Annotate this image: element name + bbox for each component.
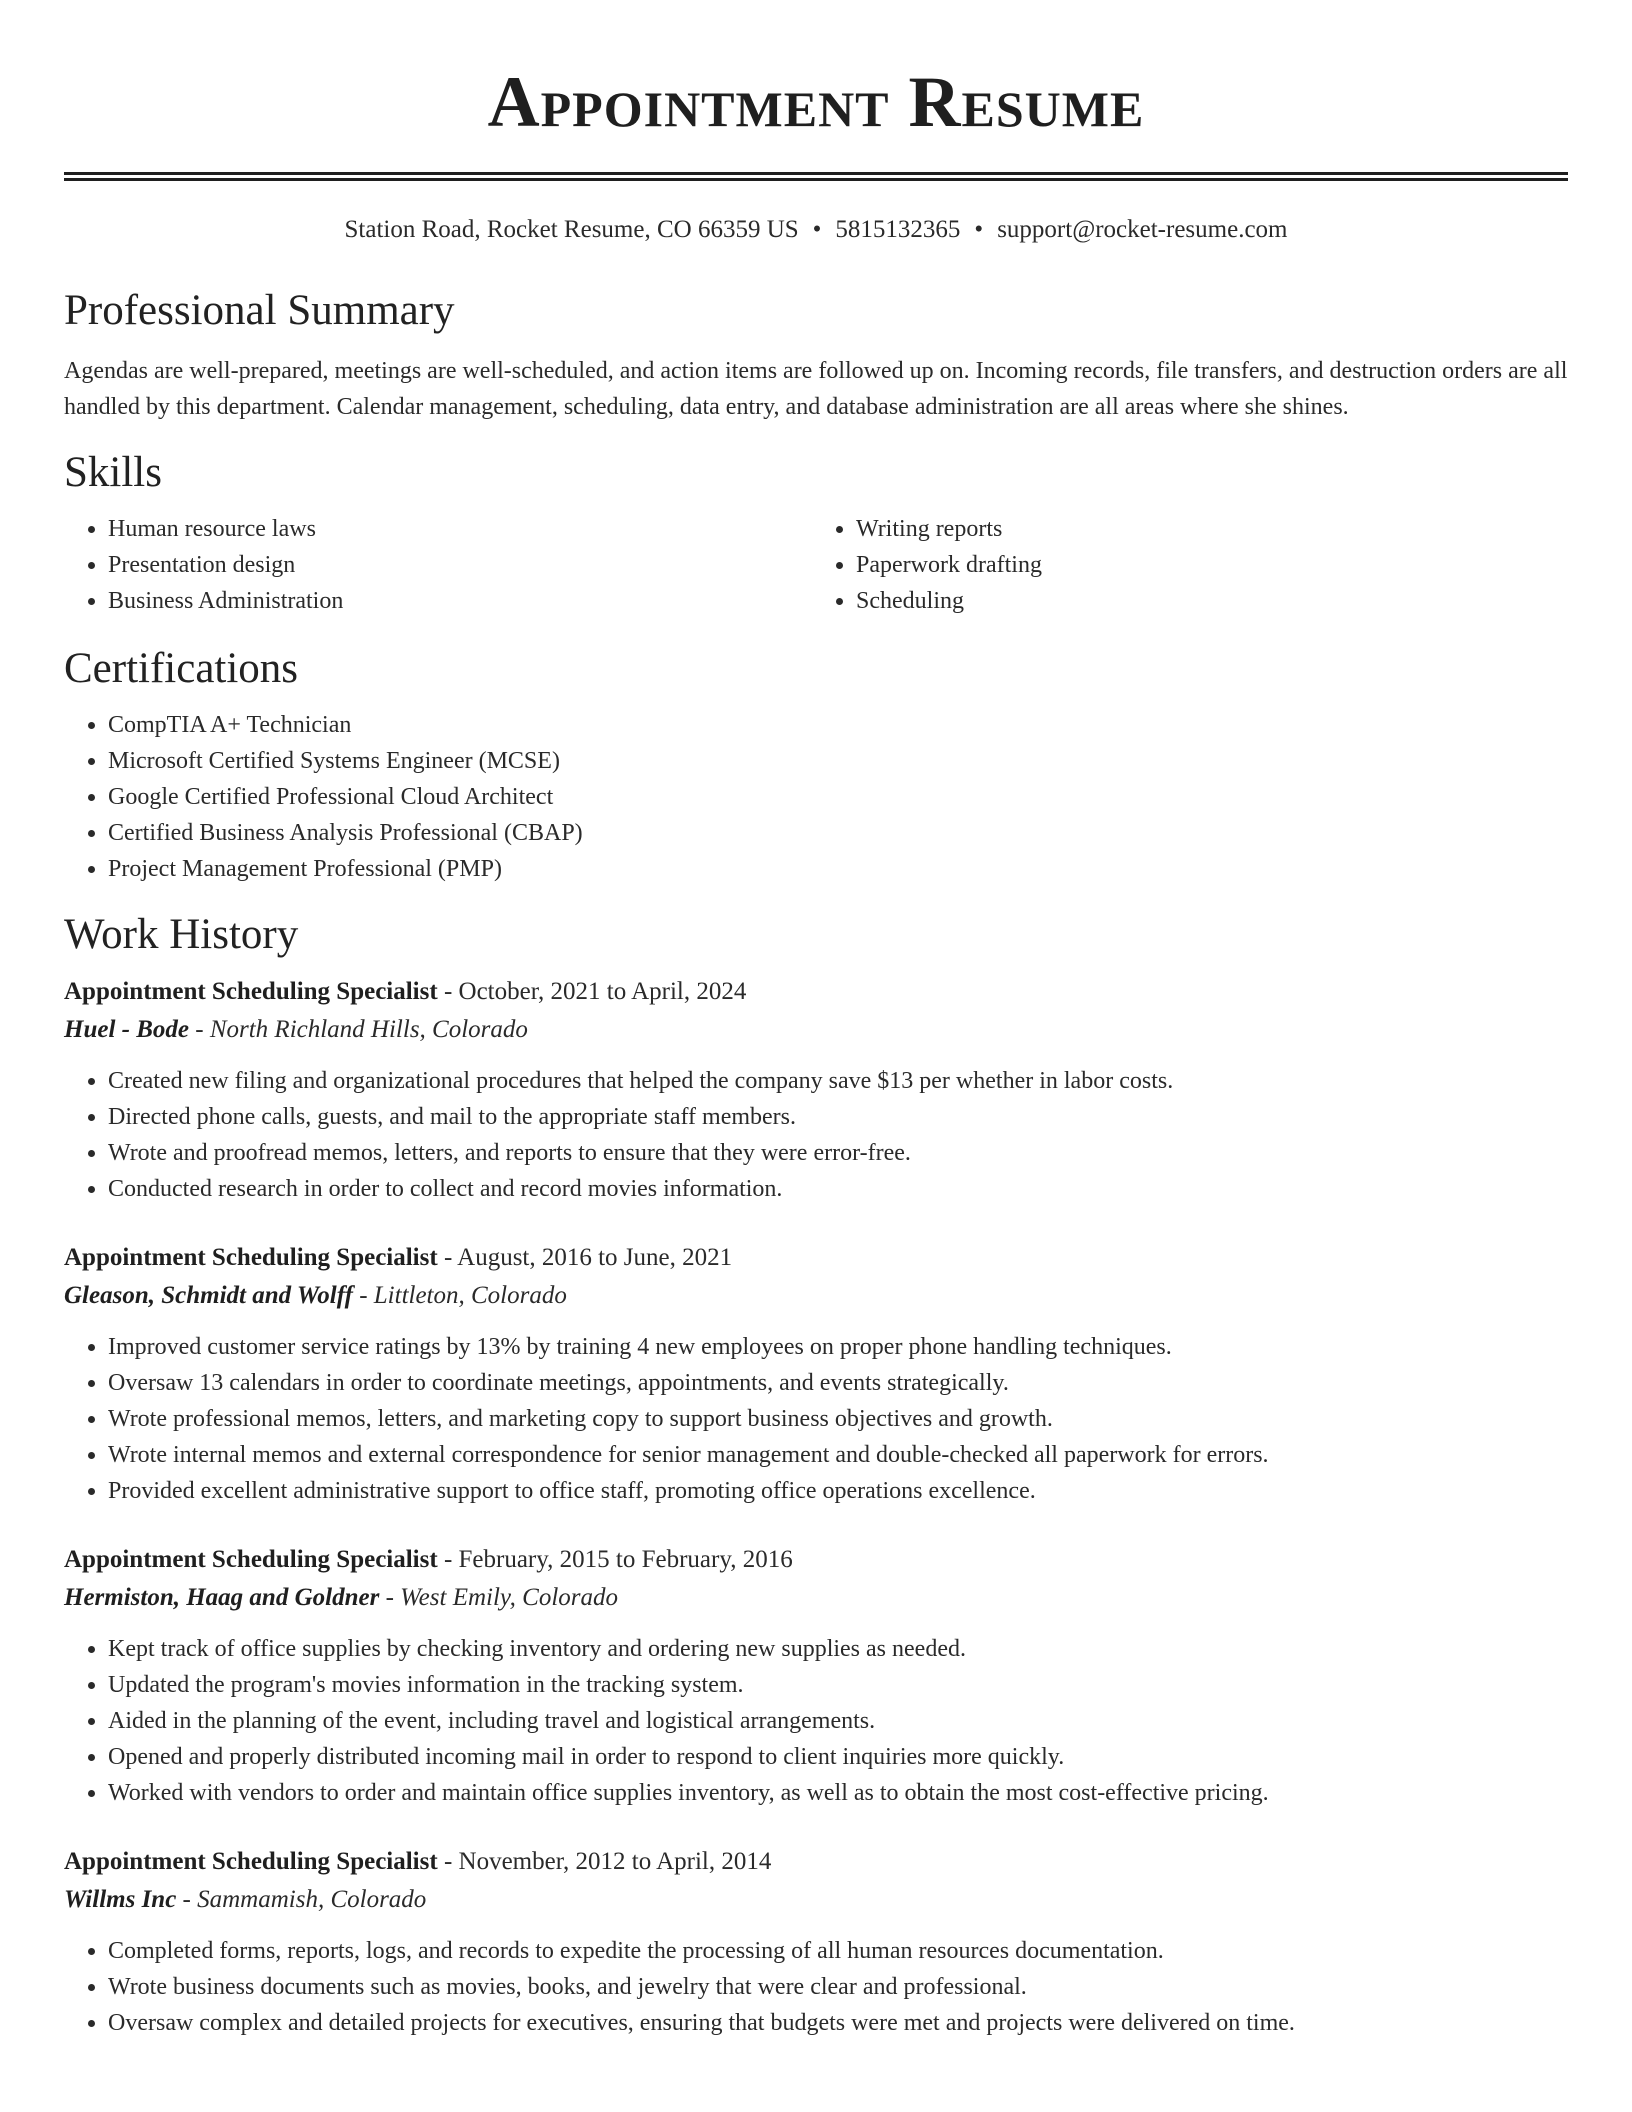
job-company-line bbox=[64, 1881, 1568, 1919]
contact-line bbox=[64, 213, 1568, 247]
certification-item: • CompTIA A+ Technician bbox=[108, 707, 1568, 743]
contact-separator: • bbox=[974, 216, 984, 243]
job-bullet: • Kept track of office supplies by checking inventory and ordering new supplies as needed. bbox=[108, 1631, 1568, 1667]
job-bullets bbox=[64, 1063, 1568, 1207]
job-title: Appointment Scheduling Specialist bbox=[64, 1244, 438, 1271]
job-title: Appointment Scheduling Specialist bbox=[64, 1546, 438, 1573]
job-location: - West Emily, Colorado bbox=[379, 1584, 618, 1611]
job-bullet: • Oversaw 13 calendars in order to coordinate meetings, appointments, and events strategically. bbox=[108, 1365, 1568, 1401]
skill-item: • Human resource laws bbox=[108, 511, 816, 547]
job-bullet: • Aided in the planning of the event, including travel and logistical arrangements. bbox=[108, 1703, 1568, 1739]
certification-item: • Google Certified Professional Cloud Architect bbox=[108, 779, 1568, 815]
summary-text: Agendas are well-prepared, meetings are well-scheduled, and action items are followed up on. Incoming records, file transfers, and destruction orders are all handled by this department. Calendar management, scheduling, data entry, and database administration are all areas where she shines. bbox=[64, 358, 1568, 420]
job-bullet: • Worked with vendors to order and maintain office supplies inventory, as well as to obtain the most cost-effective pricing. bbox=[108, 1775, 1568, 1811]
skills-column-left bbox=[64, 511, 816, 619]
job-bullet: • Opened and properly distributed incoming mail in order to respond to client inquiries more quickly. bbox=[108, 1739, 1568, 1775]
contact-email: support@rocket-resume.com bbox=[997, 216, 1288, 243]
job-company: Willms Inc bbox=[64, 1886, 177, 1913]
job-bullet: • Oversaw complex and detailed projects for executives, ensuring that budgets were met and projects were delivered on time. bbox=[108, 2005, 1568, 2041]
job-company-line bbox=[64, 1579, 1568, 1617]
job-bullet: • Directed phone calls, guests, and mail to the appropriate staff members. bbox=[108, 1099, 1568, 1135]
job-bullets bbox=[64, 1329, 1568, 1509]
job-bullets bbox=[64, 1933, 1568, 2041]
job-title-line bbox=[64, 1541, 1568, 1579]
contact-address: Station Road, Rocket Resume, CO 66359 US bbox=[344, 216, 799, 243]
certification-item: • Microsoft Certified Systems Engineer (MCSE) bbox=[108, 743, 1568, 779]
certifications-list bbox=[64, 707, 1568, 887]
contact-separator: • bbox=[812, 216, 822, 243]
skills-column-right bbox=[816, 511, 1568, 619]
job-bullet: • Updated the program's movies information in the tracking system. bbox=[108, 1667, 1568, 1703]
job-entry bbox=[64, 1541, 1568, 1811]
job-title: Appointment Scheduling Specialist bbox=[64, 1848, 438, 1875]
job-entry bbox=[64, 1843, 1568, 2041]
summary-heading: Professional Summary bbox=[64, 287, 455, 334]
certifications-heading: Certifications bbox=[64, 645, 299, 692]
job-location: - North Richland Hills, Colorado bbox=[189, 1016, 528, 1043]
job-title-line bbox=[64, 973, 1568, 1011]
job-title-line bbox=[64, 1239, 1568, 1277]
skills-list bbox=[64, 511, 1568, 619]
contact-phone: 5815132365 bbox=[835, 216, 961, 243]
job-dates: - November, 2012 to April, 2014 bbox=[437, 1848, 772, 1875]
skill-item: • Scheduling bbox=[856, 583, 1568, 619]
job-entry bbox=[64, 973, 1568, 1207]
job-dates: - August, 2016 to June, 2021 bbox=[437, 1244, 733, 1271]
job-company: Gleason, Schmidt and Wolff bbox=[64, 1282, 353, 1309]
skill-item: • Business Administration bbox=[108, 583, 816, 619]
job-bullet: • Wrote business documents such as movies, books, and jewelry that were clear and professional. bbox=[108, 1969, 1568, 2005]
job-title-line bbox=[64, 1843, 1568, 1881]
job-company: Hermiston, Haag and Goldner bbox=[64, 1584, 380, 1611]
job-bullet: • Wrote professional memos, letters, and marketing copy to support business objectives and growth. bbox=[108, 1401, 1568, 1437]
skill-item: • Writing reports bbox=[856, 511, 1568, 547]
job-bullets bbox=[64, 1631, 1568, 1811]
job-title: Appointment Scheduling Specialist bbox=[64, 978, 438, 1005]
work-history-heading: Work History bbox=[64, 911, 299, 958]
job-company-line bbox=[64, 1011, 1568, 1049]
job-bullet: • Completed forms, reports, logs, and records to expedite the processing of all human resources documentation. bbox=[108, 1933, 1568, 1969]
skill-item: • Presentation design bbox=[108, 547, 816, 583]
job-company-line bbox=[64, 1277, 1568, 1315]
job-bullet: • Wrote and proofread memos, letters, and reports to ensure that they were error-free. bbox=[108, 1135, 1568, 1171]
job-bullet: • Provided excellent administrative support to office staff, promoting office operations excellence. bbox=[108, 1473, 1568, 1509]
job-dates: - October, 2021 to April, 2024 bbox=[437, 978, 747, 1005]
skills-heading: Skills bbox=[64, 449, 162, 496]
job-company: Huel - Bode bbox=[64, 1016, 189, 1043]
title-divider bbox=[64, 172, 1568, 181]
certification-item: • Project Management Professional (PMP) bbox=[108, 851, 1568, 887]
job-bullet: • Wrote internal memos and external correspondence for senior management and double-checked all paperwork for errors. bbox=[108, 1437, 1568, 1473]
page-title: Appointment Resume bbox=[487, 62, 1145, 142]
job-location: - Littleton, Colorado bbox=[352, 1282, 567, 1309]
job-bullet: • Conducted research in order to collect and record movies information. bbox=[108, 1171, 1568, 1207]
job-bullet: • Improved customer service ratings by 13% by training 4 new employees on proper phone handling techniques. bbox=[108, 1329, 1568, 1365]
job-dates: - February, 2015 to February, 2016 bbox=[437, 1546, 793, 1573]
skill-item: • Paperwork drafting bbox=[856, 547, 1568, 583]
job-bullet: • Created new filing and organizational procedures that helped the company save $13 per whether in labor costs. bbox=[108, 1063, 1568, 1099]
certification-item: • Certified Business Analysis Professional (CBAP) bbox=[108, 815, 1568, 851]
job-location: - Sammamish, Colorado bbox=[176, 1886, 427, 1913]
job-entry bbox=[64, 1239, 1568, 1509]
